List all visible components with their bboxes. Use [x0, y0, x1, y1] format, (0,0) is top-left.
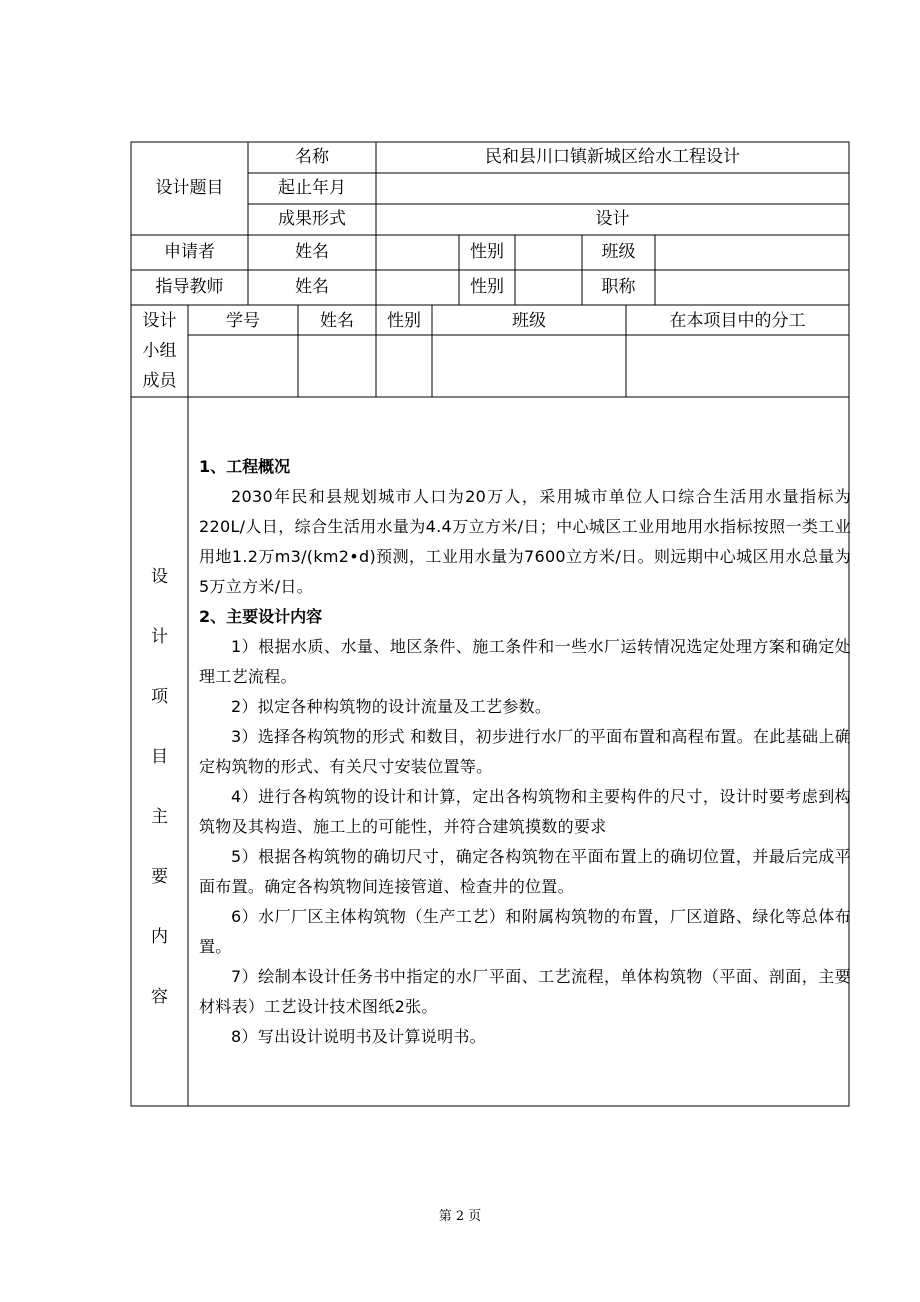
design-item: 7）绘制本设计任务书中指定的水厂平面、工艺流程，单体构筑物（平面、剖面，主要材料表）工艺设计技术图纸2张。 [199, 967, 851, 1016]
design-item: 5）根据各构筑物的确切尺寸，确定各构筑物在平面布置上的确切位置，并最后完成平面布置。确定各构筑物间连接管道、检查井的位置。 [199, 847, 851, 896]
page-number: 第 2 页 [438, 1209, 482, 1224]
content-label-char-3: 项 [151, 687, 168, 707]
result-form-label: 成果形式 [278, 209, 346, 229]
group-label-line-3: 成员 [142, 371, 177, 391]
advisor-gender-label: 性别 [470, 277, 504, 297]
name-label: 名称 [295, 147, 329, 167]
applicant-label: 申请者 [164, 242, 215, 262]
content-label-char-4: 目 [151, 747, 168, 767]
name-value: 民和县川口镇新城区给水工程设计 [485, 147, 740, 167]
content-label-char-5: 主 [151, 807, 168, 827]
content-label-char-6: 要 [151, 867, 168, 887]
design-item: 3）选择各构筑物的形式 和数目，初步进行水厂的平面布置和高程布置。在此基础上确定构筑物的形式、有关尺寸安装位置等。 [199, 727, 851, 776]
design-title-label: 设计题目 [155, 178, 224, 198]
member-header-student-id: 学号 [226, 311, 260, 331]
section-1-text: 2030年民和县规划城市人口为20万人，采用城市单位人口综合生活用水量指标为220L/人日，综合生活用水量为4.4万立方米/日；中心城区工业用地用水指标按照一类工业用地1.2万m3/(km2•d)预测，工业用水量为7600立方米/日。则远期中心城区用水总量为5万立方米/日。 [199, 487, 851, 596]
applicant-class-label: 班级 [601, 242, 636, 262]
applicant-gender-label: 性别 [470, 242, 504, 262]
design-item: 4）进行各构筑物的设计和计算，定出各构筑物和主要构件的尺寸，设计时要考虑到构筑物及其构造、施工上的可能性，并符合建筑摸数的要求 [199, 787, 851, 836]
design-item: 8）写出设计说明书及计算说明书。 [231, 1027, 486, 1046]
member-header-role: 在本项目中的分工 [669, 311, 806, 331]
design-item: 1）根据水质、水量、地区条件、施工条件和一些水厂运转情况选定处理方案和确定处理工艺流程。 [199, 637, 851, 686]
advisor-label: 指导教师 [155, 277, 224, 297]
advisor-name-label: 姓名 [295, 277, 329, 297]
member-header-gender: 性别 [387, 311, 421, 331]
group-label-line-2: 小组 [142, 341, 177, 361]
content-label-char-1: 设 [151, 567, 168, 587]
member-header-class: 班级 [512, 311, 546, 331]
applicant-name-label: 姓名 [295, 242, 329, 262]
period-label: 起止年月 [278, 178, 346, 198]
content-label-char-7: 内 [151, 927, 168, 947]
content-label-char-8: 容 [151, 987, 168, 1007]
content-label-char-2: 计 [151, 627, 168, 647]
section-2-title: 2、主要设计内容 [199, 607, 323, 626]
advisor-title-label: 职称 [601, 277, 636, 297]
result-form-value: 设计 [595, 209, 630, 229]
group-label-line-1: 设计 [142, 311, 177, 331]
section-1-title: 1、工程概况 [199, 457, 291, 476]
member-header-name: 姓名 [320, 311, 354, 331]
design-item: 2）拟定各种构筑物的设计流量及工艺参数。 [231, 697, 552, 716]
design-item: 6）水厂厂区主体构筑物（生产工艺）和附属构筑物的布置，厂区道路、绿化等总体布置。 [199, 907, 851, 956]
design-content [199, 452, 851, 1052]
